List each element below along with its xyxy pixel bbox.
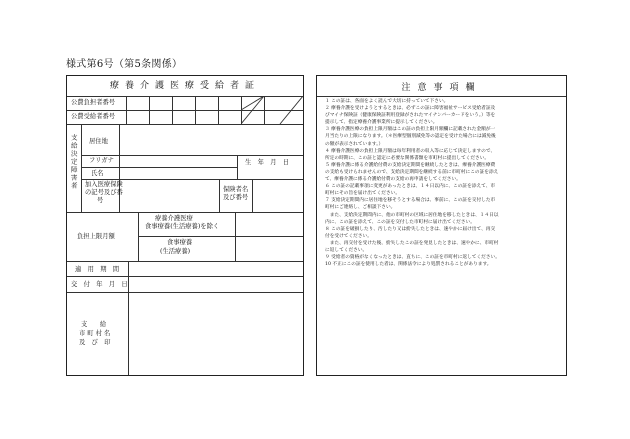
note-line: ８ この証を破損したり、汚したり又は紛失したときは、速やかに届け出て、再交	[325, 226, 496, 232]
note-line: ７ 支給決定期間内に居住地を移そうとする場合は、事前に、この証を交付した市	[325, 198, 496, 204]
note-line: ４ 療養介護医療の負担上限月額は毎年利用者の収入等に応じて決定しますので、	[325, 148, 496, 154]
note-line: ２ 療養介護を受けようとするときは、必ずこの証に障害福祉サービス受給者証及	[325, 106, 496, 112]
municipality-line-1: 支 給	[81, 321, 107, 328]
note-line: 付を受けてください。	[325, 233, 372, 239]
note-line: 町村にご連絡し、ご相談下さい。	[325, 205, 396, 211]
insurance-line-1: 加入医療保険	[85, 181, 123, 188]
issue-date-label: 交 付 年 月 日	[71, 281, 128, 288]
note-line: びマイナ保険証（健康保険証利用登録がされたマイナンバーカードをいう。）等を	[325, 113, 496, 119]
note-line: て、療養介護に係る介護給付費の支給の再申請をしてください。	[325, 177, 461, 183]
municipality-line-2: 市 町 村 名	[79, 330, 111, 337]
note-line: の支給も受けられませんので、支給決定期間を継続する前に市町村にこの証を添え	[325, 169, 499, 175]
municipality-line-3: 及 び 印	[79, 339, 111, 346]
note-line: に返してください。	[325, 247, 368, 253]
insurance-line-2: の記号及び番	[85, 189, 123, 196]
note-line: ９ 受給者の資格がなくなったときは、直ちに、この証を市町村に返してください。	[325, 255, 500, 261]
note-line: 所定の時期に、この証と認定に必要な関係書類を市町村に提出してください。	[325, 155, 490, 161]
notes-list	[325, 98, 561, 268]
notes-title: 注意事項欄	[401, 83, 482, 93]
insurance-line-3: 号	[97, 197, 104, 204]
insurer-line-1: 保険者名	[223, 186, 249, 193]
insurer-line-2: 及び番号	[223, 194, 249, 201]
notes-panel	[316, 75, 567, 376]
form-number-label: 様式第6号（第5条関係）	[66, 59, 183, 70]
note-line: また、再交付を受けた後、紛失したこの証を発見したときは、速やかに、市町村	[325, 240, 499, 246]
note-line: 10 不正にこの証を使用した者は、関係法令により処罰されることがあります。	[325, 262, 492, 268]
subscriber-group-label: 支給決定障害者	[69, 134, 78, 190]
note-line: 内に、この証を添えて、この証を交付した市町村に届け出てください。	[325, 219, 475, 225]
note-line: ６ この証の記載事項に変更があったときは、１４日以内に、この証を添えて、市	[325, 184, 496, 190]
note-line: 月当たりの上限になります。（＊医療型個別減免等の認定を受けた場合には減免後	[325, 134, 496, 140]
name-label: 氏名	[91, 170, 104, 177]
limit-label: 負担上限月額	[77, 233, 115, 240]
note-line: ３ 療養介護医療の負担上限月額はこの証の負担上限月額欄に記載された金額が一	[325, 127, 496, 133]
recipient-number-label: 公費受給者番号	[71, 113, 116, 120]
certificate-panel	[66, 75, 304, 376]
certificate-title: 療養介護医療受給者証	[109, 81, 260, 91]
furigana-label: フリガナ	[89, 157, 114, 164]
limit-line-4: (生活療養)	[160, 248, 191, 255]
limit-line-1: 療養介護医療	[155, 215, 193, 222]
note-line: ５ 療養介護に係る介護給付費の支給決定期間を継続したときは、療養介護医療費	[325, 162, 496, 168]
birthdate-label: 生 年 月 日	[245, 159, 290, 166]
note-line: の額が表示されています。）	[325, 141, 384, 147]
void-hatching	[241, 96, 303, 124]
limit-line-3: 食事療養	[167, 239, 193, 246]
period-label: 適 用 期 間	[75, 266, 120, 273]
note-line: また、支給決定期間内に、他の市町村の区域に居住地を移したときは、１４日以	[325, 212, 499, 218]
note-line: １ この証は、各面をよく読んで大切に持っていて下さい。	[325, 99, 449, 104]
note-line: 提示して、指定療養介護事業所に提示してください。	[325, 120, 438, 126]
payer-number-label: 公費負担者番号	[71, 99, 116, 106]
note-line: 町村にその旨を届け出てください。	[325, 191, 401, 197]
limit-line-2: 食事療養(生活療養)を除く	[145, 223, 220, 230]
address-label: 居住地	[89, 138, 108, 145]
